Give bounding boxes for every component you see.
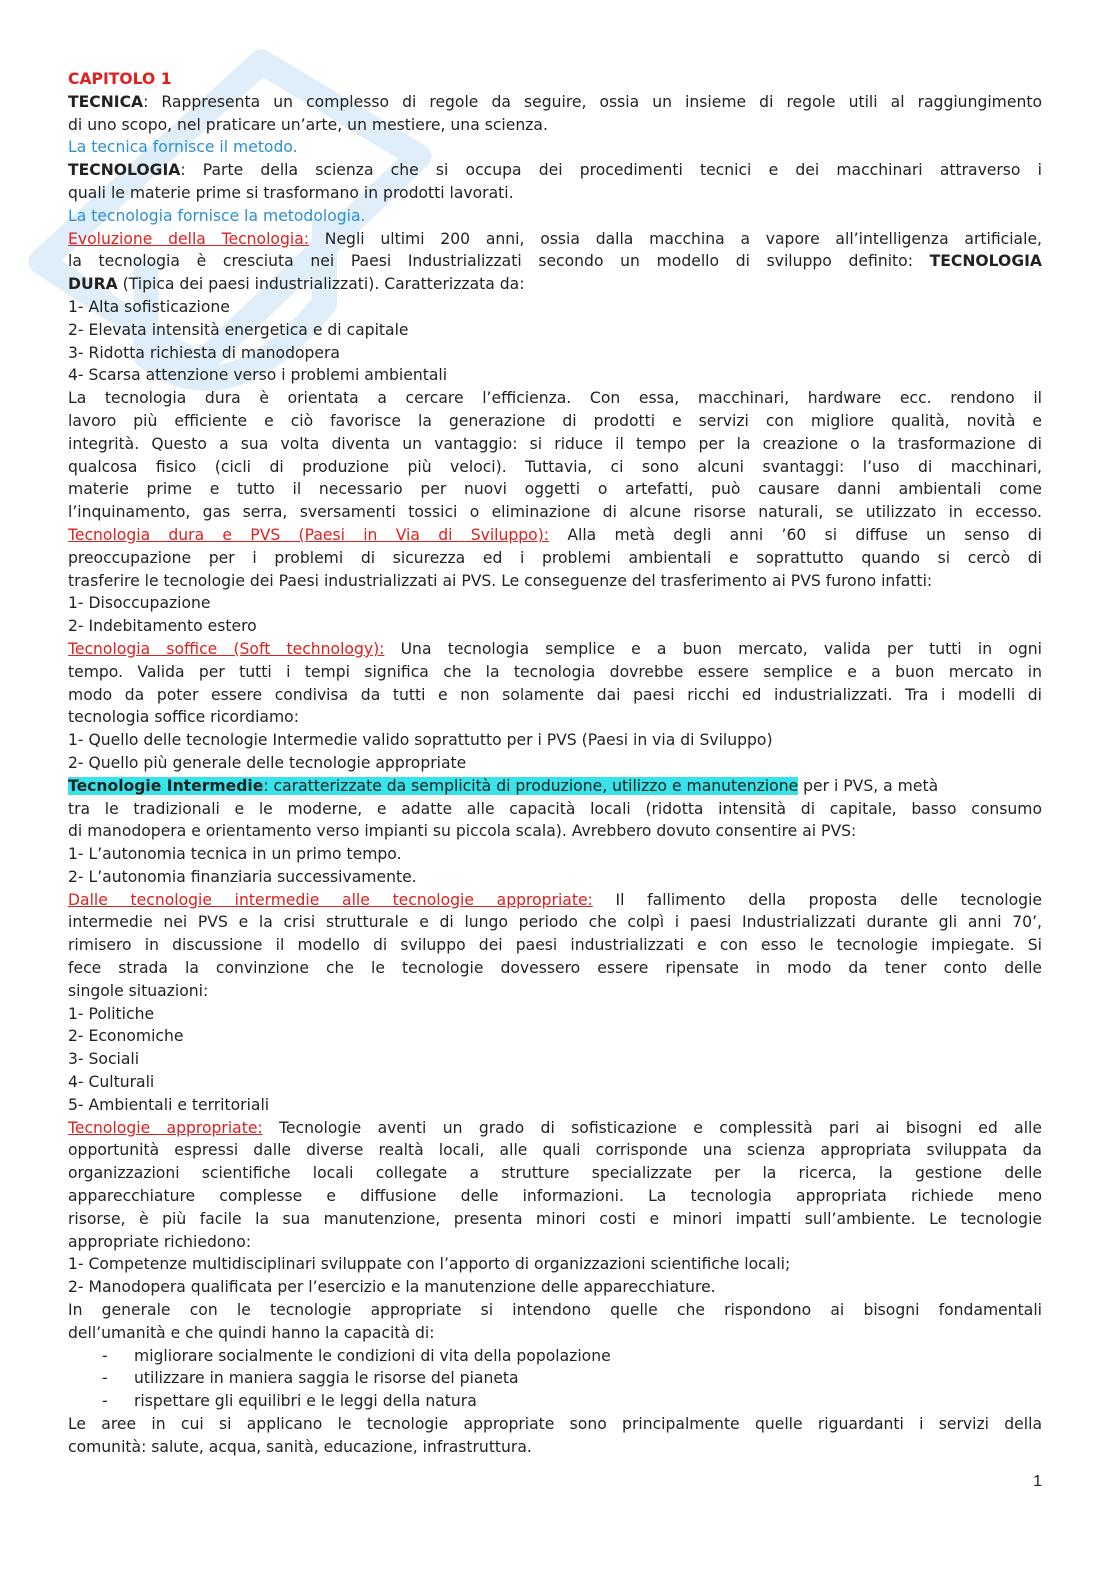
page-number: 1: [1033, 1473, 1042, 1490]
bullet-item: - rispettare gli equilibri e le leggi della natura: [102, 1392, 477, 1411]
list-item: 1- Disoccupazione: [68, 594, 211, 613]
paragraph: risorse, è più facile la sua manutenzione, presenta minori costi e minori impatti sull’ambiente. Le tecnologie: [68, 1209, 1042, 1228]
bullet-item: - migliorare socialmente le condizioni di vita della popolazione: [102, 1346, 611, 1365]
chapter-title: CAPITOLO 1: [68, 70, 172, 88]
paragraph: apparecchiature complesse e diffusione delle informazioni. La tecnologia appropriata richiede meno: [68, 1187, 1042, 1206]
paragraph: trasferire le tecnologie dei Paesi industrializzati ai PVS. Le conseguenze del trasferimento ai PVS furono infatti:: [68, 571, 933, 590]
list-item: 5- Ambientali e territoriali: [68, 1095, 270, 1114]
paragraph: TECNICA: Rappresenta un complesso di regole da seguire, ossia un insieme di regole utili al raggiungimento: [68, 92, 1042, 111]
paragraph: l’inquinamento, gas serra, sversamenti tossici o eliminazione di alcune risorse naturali, se utilizzato in eccesso.: [68, 503, 1042, 522]
document-body: [68, 68, 1042, 1459]
paragraph: opportunità espressi dalle diverse realtà locali, alle quali corrisponde una scienza appropriata sviluppata da: [68, 1141, 1042, 1160]
section-heading: Dalle tecnologie intermedie alle tecnologie appropriate:: [68, 890, 593, 909]
paragraph: DURA (Tipica dei paesi industrializzati). Caratterizzata da:: [68, 275, 525, 294]
list-item: 2- Elevata intensità energetica e di capitale: [68, 320, 409, 339]
paragraph: Le aree in cui si applicano le tecnologie appropriate sono principalmente quelle riguardanti i servizi della: [68, 1415, 1042, 1434]
term: TECNOLOGIA: [68, 161, 181, 180]
paragraph: la tecnologia è cresciuta nei Paesi Industrializzati secondo un modello di sviluppo definito: TECNOLOGIA: [68, 252, 1042, 271]
list-item: 2- Manodopera qualificata per l’esercizio e la manutenzione delle apparecchiature.: [68, 1278, 716, 1297]
paragraph: Tecnologia soffice (Soft technology): Una tecnologia semplice e a buon mercato, valida per tutti in ogni: [68, 639, 1042, 658]
paragraph: di manodopera e orientamento verso impianti su piccola scala). Avrebbero dovuto consentire ai PVS:: [68, 822, 857, 841]
paragraph: In generale con le tecnologie appropriate si intendono quelle che rispondono ai bisogni fondamentali: [68, 1301, 1042, 1320]
section-heading: Tecnologia soffice (Soft technology):: [68, 639, 385, 658]
paragraph: Dalle tecnologie intermedie alle tecnologie appropriate: Il fallimento della proposta delle tecnologie: [68, 890, 1042, 909]
list-item: 2- Indebitamento estero: [68, 617, 257, 636]
paragraph: Tecnologia dura e PVS (Paesi in Via di Sviluppo): Alla metà degli anni ’60 si diffuse un senso di: [68, 525, 1042, 544]
list-item: 3- Ridotta richiesta di manodopera: [68, 343, 340, 362]
paragraph: tempo. Valida per tutti i tempi significa che la tecnologia dovrebbe essere semplice e a buon mercato in: [68, 662, 1042, 681]
list-item: 4- Scarsa attenzione verso i problemi ambientali: [68, 366, 448, 385]
list-item: 1- L’autonomia tecnica in un primo tempo.: [68, 845, 402, 864]
paragraph: Tecnologie appropriate: Tecnologie aventi un grado di sofisticazione e complessità pari ai bisogni ed alle: [68, 1118, 1042, 1137]
term: TECNICA: [68, 92, 144, 111]
note: La tecnica fornisce il metodo.: [68, 138, 298, 157]
list-item: 3- Sociali: [68, 1050, 140, 1069]
paragraph: materie prime e tutto il necessario per nuovi oggetti o artefatti, può causare danni ambientali come: [68, 480, 1042, 499]
highlighted-text: Tecnologie Intermedie: caratterizzate da semplicità di produzione, utilizzo e manutenzione: [68, 776, 799, 795]
list-item: 1- Competenze multidisciplinari sviluppate con l’apporto di organizzazioni scientifiche locali;: [68, 1255, 791, 1274]
list-item: 4- Culturali: [68, 1073, 155, 1092]
paragraph: Tecnologie Intermedie: caratterizzate da semplicità di produzione, utilizzo e manutenzione per i PVS, a metà: [68, 776, 939, 795]
note: La tecnologia fornisce la metodologia.: [68, 206, 366, 225]
paragraph: organizzazioni scientifiche locali collegate a strutture specializzate per la ricerca, la gestione delle: [68, 1164, 1042, 1183]
section-heading: Tecnologie appropriate:: [68, 1118, 263, 1137]
paragraph: quali le materie prime si trasformano in prodotti lavorati.: [68, 183, 514, 202]
paragraph: fece strada la convinzione che le tecnologie dovessero essere ripensate in modo da tener conto delle: [68, 959, 1042, 978]
list-item: 1- Politiche: [68, 1004, 155, 1023]
paragraph: lavoro più efficiente e ciò favorisce la generazione di prodotti e servizi con migliore qualità, novità e: [68, 411, 1042, 430]
section-heading: Tecnologia dura e PVS (Paesi in Via di Sviluppo):: [68, 525, 550, 544]
list-item: 2- Quello più generale delle tecnologie appropriate: [68, 753, 467, 772]
paragraph: TECNOLOGIA: Parte della scienza che si occupa dei procedimenti tecnici e dei macchinari attraverso i: [68, 161, 1042, 180]
list-item: 2- Economiche: [68, 1027, 184, 1046]
bullet-item: - utilizzare in maniera saggia le risorse del pianeta: [102, 1369, 519, 1388]
paragraph: rimisero in discussione il modello di sviluppo dei paesi industrializzati e con esso le tecnologie impiegate. Si: [68, 936, 1042, 955]
paragraph: Evoluzione della Tecnologia: Negli ultimi 200 anni, ossia dalla macchina a vapore all’intelligenza artificiale,: [68, 229, 1042, 248]
paragraph: comunità: salute, acqua, sanità, educazione, infrastruttura.: [68, 1437, 532, 1456]
paragraph: dell’umanità e che quindi hanno la capacità di:: [68, 1323, 435, 1342]
paragraph: di uno scopo, nel praticare un’arte, un mestiere, una scienza.: [68, 115, 548, 134]
section-heading: Evoluzione della Tecnologia:: [68, 229, 310, 248]
paragraph: La tecnologia dura è orientata a cercare l’efficienza. Con essa, macchinari, hardware ecc. rendono il: [68, 389, 1042, 408]
list-item: 1- Quello delle tecnologie Intermedie valido soprattutto per i PVS (Paesi in via di Sviluppo): [68, 731, 773, 750]
term: Tecnologie Intermedie: [68, 776, 264, 795]
paragraph: modo da poter essere condivisa da tutti e non solamente dai paesi ricchi ed industrializzati. Tra i modelli di: [68, 685, 1042, 704]
paragraph: preoccupazione per i problemi di sicurezza ed i problemi ambientali e soprattutto quando si cercò di: [68, 548, 1042, 567]
paragraph: intermedie nei PVS e la crisi strutturale e di lungo periodo che colpì i paesi Industrializzati durante gli anni 70’,: [68, 913, 1042, 932]
paragraph: singole situazioni:: [68, 981, 209, 1000]
paragraph: appropriate richiedono:: [68, 1232, 252, 1251]
paragraph: qualcosa fisico (cicli di produzione più veloci). Tuttavia, ci sono alcuni svantaggi: l’uso di macchinari,: [68, 457, 1042, 476]
list-item: 1- Alta sofisticazione: [68, 297, 230, 316]
paragraph: tecnologia soffice ricordiamo:: [68, 708, 299, 727]
paragraph: integrità. Questo a sua volta diventa un vantaggio: si riduce il tempo per la creazione o la trasformazione di: [68, 434, 1042, 453]
list-item: 2- L’autonomia finanziaria successivamente.: [68, 867, 417, 886]
paragraph: tra le tradizionali e le moderne, e adatte alle capacità locali (ridotta intensità di capitale, basso consumo: [68, 799, 1042, 818]
